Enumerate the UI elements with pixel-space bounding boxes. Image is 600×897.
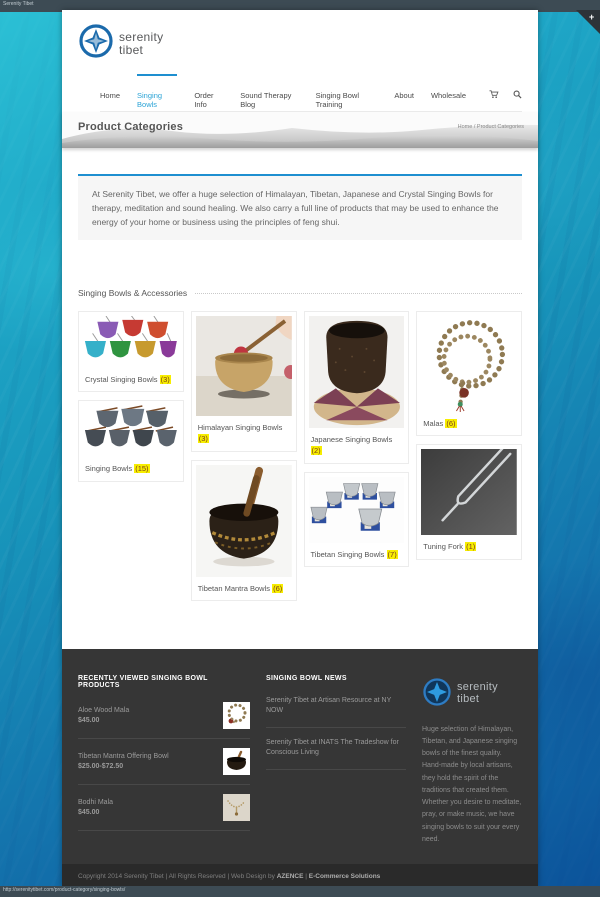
- window-title: Serenity Tibet: [3, 1, 34, 7]
- recent-item-bodhi-mala[interactable]: [78, 785, 250, 831]
- recent-item-thumb-bowl: [223, 748, 250, 775]
- intro-box: [78, 174, 522, 240]
- section-heading: [78, 288, 522, 298]
- footer-news: [266, 675, 406, 847]
- category-name: Malas: [423, 419, 444, 429]
- nav-item-home[interactable]: Home: [100, 91, 121, 100]
- category-grid: [78, 311, 522, 601]
- page-title-band: [62, 112, 538, 148]
- category-count: (6): [446, 419, 456, 429]
- category-card-malas[interactable]: [416, 311, 522, 436]
- recent-item-price: $25.00-$72.50: [78, 763, 124, 771]
- corner-expand-widget[interactable]: [576, 10, 600, 34]
- category-count: (3): [198, 434, 208, 444]
- section-title: Singing Bowls & Accessories: [78, 288, 188, 299]
- category-card-japanese-singing-bowls[interactable]: [304, 311, 410, 464]
- recent-item-name: Aloe Wood Mala: [78, 706, 130, 714]
- serenity-tibet-logo-icon: [78, 23, 114, 64]
- malas-image: [421, 316, 517, 412]
- category-name: Himalayan Singing Bowls: [197, 423, 283, 433]
- category-name: Crystal Singing Bowls: [85, 375, 158, 385]
- tibetan-singing-bowls-image: [309, 477, 405, 543]
- site-header: [62, 10, 538, 112]
- status-url: http://serenitytibet.com/product-category/singing-bowls/: [3, 887, 126, 893]
- logo-text: serenity tibet: [119, 29, 164, 57]
- footer-recently-viewed: [78, 675, 250, 847]
- main-content: [62, 148, 538, 649]
- category-card-tibetan-singing-bowls[interactable]: [304, 472, 410, 567]
- category-count: (1): [466, 542, 476, 552]
- nav-item-wholesale[interactable]: Wholesale: [430, 91, 466, 100]
- category-card-tibetan-mantra-bowls[interactable]: [191, 460, 297, 601]
- plus-icon: +: [589, 12, 595, 22]
- category-card-himalayan-singing-bowls[interactable]: [191, 311, 297, 452]
- nav-item-singing-bowl-training[interactable]: Singing Bowl Training: [315, 91, 359, 109]
- recent-item-price: $45.00: [78, 809, 100, 817]
- copyright-text: Copyright 2014 Serenity Tibet | All Rights Reserved | Web Design by: [78, 872, 277, 880]
- recent-item-name: Tibetan Mantra Offering Bowl: [78, 752, 169, 760]
- recent-item-price: $45.00: [78, 717, 100, 725]
- ecommerce-link[interactable]: E-Commerce Solutions: [308, 872, 381, 880]
- footer-logo[interactable]: [422, 677, 522, 712]
- recently-viewed-title: RECENTLY VIEWED SINGING BOWL PRODUCTS: [78, 674, 208, 689]
- cart-icon[interactable]: [489, 86, 499, 104]
- page-container: [62, 10, 538, 888]
- nav-item-about[interactable]: About: [394, 91, 414, 100]
- category-name: Tuning Fork: [423, 542, 463, 552]
- section-divider: [195, 292, 522, 294]
- category-count: (7): [387, 549, 397, 559]
- category-name: Tibetan Mantra Bowls: [197, 583, 271, 593]
- browser-status-bar: [0, 886, 600, 897]
- tuning-fork-image: [421, 449, 517, 535]
- recent-item-tibetan-mantra-offering-bowl[interactable]: [78, 739, 250, 785]
- recent-item-aloe-wood-mala[interactable]: [78, 693, 250, 739]
- recent-item-thumb-mala: [223, 702, 250, 729]
- category-card-crystal-singing-bowls[interactable]: [78, 311, 184, 392]
- page-title: Product Categories: [78, 121, 184, 133]
- category-count: (2): [311, 446, 321, 456]
- category-count: (15): [135, 464, 149, 474]
- footer-about: [422, 675, 522, 847]
- tibetan-mantra-bowls-image: [196, 465, 292, 577]
- singing-bowls-image: [83, 405, 179, 457]
- category-name: Tibetan Singing Bowls: [310, 549, 385, 559]
- serenity-tibet-footer-logo-icon: [422, 677, 452, 712]
- japanese-singing-bowls-image: [309, 316, 405, 428]
- main-nav: [100, 74, 522, 112]
- himalayan-singing-bowls-image: [196, 316, 292, 416]
- news-item[interactable]: Serenity Tibet at Artisan Resource at NY NOW: [266, 686, 406, 728]
- news-item[interactable]: Serenity Tibet at INATS The Tradeshow for Conscious Living: [266, 728, 406, 770]
- site-footer: [62, 649, 538, 865]
- category-count: (3): [160, 375, 170, 385]
- crystal-singing-bowls-image: [83, 316, 179, 368]
- category-card-tuning-fork[interactable]: [416, 444, 522, 559]
- category-name: Japanese Singing Bowls: [310, 435, 393, 445]
- nav-item-order-info[interactable]: Order Info: [194, 91, 214, 109]
- recent-item-thumb-bodhi: [223, 794, 250, 821]
- nav-item-singing-bowls[interactable]: Singing Bowls: [137, 74, 177, 111]
- intro-text: At Serenity Tibet, we offer a huge selection of Himalayan, Tibetan, Japanese and Crystal Singing Bowls for therapy, meditation and sound healing. We also carry a full line of products that may be used to enhance the energy of your home or business using the principles of feng shui.: [92, 189, 499, 228]
- footer-about-text: Huge selection of Himalayan, Tibetan, and Japanese singing bowls of the finest quality. Hand-made by local artisans, they hold the spirit of the traditions that created them. Whether you desire to meditate, pray, or make music, we have singing bowls to suit your every need.: [422, 725, 522, 843]
- breadcrumb[interactable]: Home / Product Categories: [457, 124, 524, 130]
- category-name: Singing Bowls: [85, 464, 133, 474]
- footer-logo-text: serenity tibet: [457, 681, 498, 705]
- category-card-singing-bowls[interactable]: [78, 400, 184, 481]
- site-logo[interactable]: [78, 23, 522, 64]
- nav-item-sound-therapy-blog[interactable]: Sound Therapy Blog: [240, 91, 292, 109]
- copyright-bar: Copyright 2014 Serenity Tibet | All Rights Reserved | Web Design by AZENCE | E-Commerce Solutions: [62, 864, 538, 888]
- azence-link[interactable]: AZENCE: [276, 872, 304, 880]
- category-count: (6): [273, 583, 283, 593]
- news-title: SINGING BOWL NEWS: [266, 674, 347, 682]
- search-icon[interactable]: [513, 86, 522, 104]
- recent-item-name: Bodhi Mala: [78, 798, 114, 806]
